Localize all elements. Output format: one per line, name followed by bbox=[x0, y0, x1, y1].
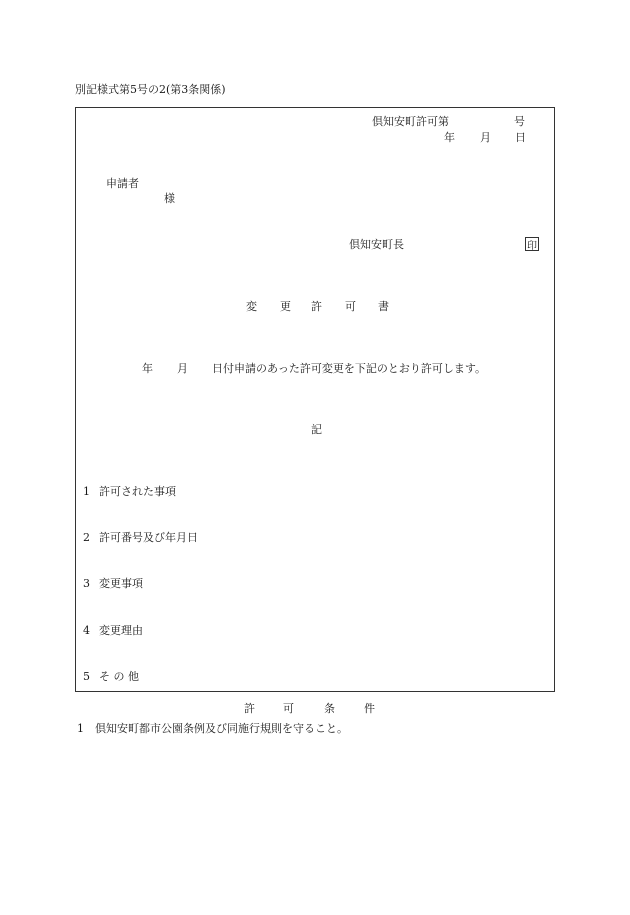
date-month-label: 月 bbox=[480, 131, 491, 144]
permit-number-prefix: 倶知安町許可第 bbox=[372, 115, 449, 128]
issuer-title: 倶知安町長 bbox=[349, 238, 404, 251]
condition-number: 1 bbox=[77, 722, 84, 735]
body-statement: 日付申請のあった許可変更を下記のとおり許可します。 bbox=[212, 362, 487, 375]
conditions-heading-char-1: 許 bbox=[244, 702, 255, 715]
ki-label: 記 bbox=[311, 423, 322, 436]
item-number: 2 bbox=[83, 531, 90, 544]
condition-text: 倶知安町都市公園条例及び同施行規則を守ること。 bbox=[95, 722, 348, 735]
conditions-heading-char-3: 条 bbox=[324, 702, 335, 715]
item-label: 変更理由 bbox=[99, 624, 143, 637]
item-number: 3 bbox=[83, 577, 90, 590]
permit-number-suffix: 号 bbox=[514, 115, 525, 128]
item-number: 4 bbox=[83, 624, 90, 637]
seal-mark: 印 bbox=[525, 237, 539, 251]
document-title-char-2: 更 bbox=[280, 300, 291, 313]
body-year-label: 年 bbox=[142, 362, 153, 375]
applicant-label: 申請者 bbox=[106, 177, 139, 190]
item-label: 許可された事項 bbox=[99, 485, 176, 498]
item-label: 許可番号及び年月日 bbox=[99, 531, 198, 544]
applicant-honorific: 様 bbox=[164, 192, 175, 205]
document-title-char-3: 許 bbox=[311, 300, 322, 313]
body-month-label: 月 bbox=[177, 362, 188, 375]
date-day-label: 日 bbox=[515, 131, 526, 144]
document-title-char-4: 可 bbox=[345, 300, 356, 313]
item-number: 1 bbox=[83, 485, 90, 498]
item-label: そ の 他 bbox=[99, 670, 139, 683]
form-label: 別記様式第5号の2(第3条関係) bbox=[75, 83, 226, 96]
conditions-heading-char-2: 可 bbox=[283, 702, 294, 715]
document-title-char-5: 書 bbox=[378, 300, 389, 313]
conditions-heading-char-4: 件 bbox=[364, 702, 375, 715]
date-year-label: 年 bbox=[444, 131, 455, 144]
document-title-char-1: 変 bbox=[246, 300, 257, 313]
permit-form-box bbox=[75, 107, 555, 692]
item-number: 5 bbox=[83, 670, 90, 683]
item-label: 変更事項 bbox=[99, 577, 143, 590]
